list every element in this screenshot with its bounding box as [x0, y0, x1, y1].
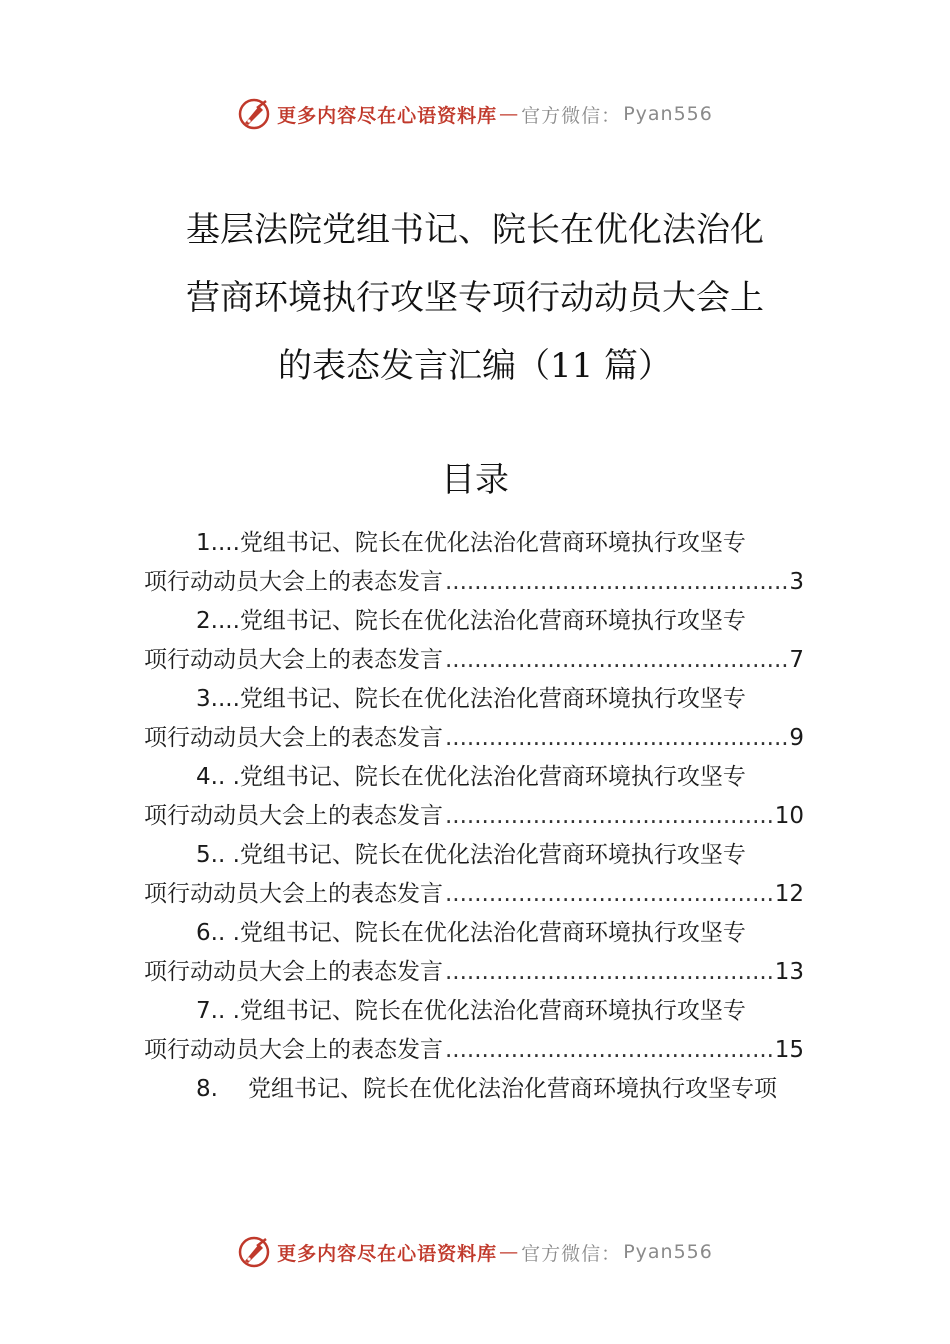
banner-dash: —	[499, 1241, 520, 1263]
title-line: 营商环境执行攻坚专项行动动员大会上	[186, 278, 764, 318]
toc-entry-title-line1: 5.. .党组书记、院长在优化法治化营商环境执行攻坚专	[196, 842, 746, 868]
toc-dot-leader	[445, 797, 773, 836]
toc-entry-title-line2: 项行动动员大会上的表态发言	[144, 959, 443, 985]
banner-wechat-account: Pyan556	[623, 1241, 713, 1263]
toc-entry[interactable]	[144, 602, 804, 680]
toc-dot-leader	[445, 1031, 773, 1070]
toc-entry-title-line2: 项行动动员大会上的表态发言	[144, 803, 443, 829]
document-title	[80, 196, 870, 400]
toc-dot-leader	[445, 641, 787, 680]
banner-brand-text: 更多内容尽在心语资料库	[277, 104, 498, 127]
toc-page-number: 15	[774, 1037, 804, 1063]
toc-entry-partial[interactable]	[144, 1070, 896, 1109]
toc-entry-title-line2: 项行动动员大会上的表态发言	[144, 1037, 443, 1063]
footer-banner	[0, 1232, 950, 1272]
toc-page-number: 9	[789, 725, 804, 751]
toc-entry-title-line1: 7.. .党组书记、院长在优化法治化营商环境执行攻坚专	[196, 998, 746, 1024]
toc-dot-leader	[445, 719, 787, 758]
toc-page-number: 3	[789, 569, 804, 595]
toc-entry-title-line1: 4.. .党组书记、院长在优化法治化营商环境执行攻坚专	[196, 764, 746, 790]
banner-wechat-label: 官方微信：	[521, 1242, 622, 1265]
toc-entry[interactable]	[144, 914, 804, 992]
toc-page-number: 7	[789, 647, 804, 673]
toc-entry[interactable]	[144, 836, 804, 914]
banner-wechat-account: Pyan556	[623, 103, 713, 125]
toc-entry-title-line2: 项行动动员大会上的表态发言	[144, 881, 443, 907]
banner-brand-text: 更多内容尽在心语资料库	[277, 1242, 498, 1265]
toc-entry-title-line1: 6.. .党组书记、院长在优化法治化营商环境执行攻坚专	[196, 920, 746, 946]
title-line: 的表态发言汇编（11 篇）	[277, 346, 673, 386]
toc-entry-title-line1: 3....党组书记、院长在优化法治化营商环境执行攻坚专	[196, 686, 746, 712]
toc-entry[interactable]	[144, 680, 804, 758]
toc-dot-leader	[445, 953, 773, 992]
table-of-contents	[144, 524, 804, 1109]
banner-dash: —	[499, 103, 520, 125]
toc-page-number: 13	[774, 959, 804, 985]
toc-entry-title-line1: 2....党组书记、院长在优化法治化营商环境执行攻坚专	[196, 608, 746, 634]
banner-wechat-label: 官方微信：	[521, 104, 622, 127]
toc-entry-title-line2: 项行动动员大会上的表态发言	[144, 647, 443, 673]
toc-entry[interactable]	[144, 524, 804, 602]
pen-nib-logo-icon	[237, 97, 271, 131]
toc-entry-title-line1: 1....党组书记、院长在优化法治化营商环境执行攻坚专	[196, 530, 746, 556]
toc-entry[interactable]	[144, 758, 804, 836]
toc-page-number: 10	[774, 803, 804, 829]
header-banner	[0, 94, 950, 134]
toc-entry-title-line1: 党组书记、院长在优化法治化营商环境执行攻坚专项	[248, 1076, 777, 1102]
toc-entry-title-line2: 项行动动员大会上的表态发言	[144, 725, 443, 751]
toc-entry[interactable]	[144, 992, 804, 1070]
toc-heading: 目录	[441, 460, 509, 500]
toc-page-number: 12	[774, 881, 804, 907]
toc-dot-leader	[445, 563, 787, 602]
toc-entry-number: 8.	[196, 1076, 218, 1102]
pen-nib-logo-icon	[237, 1235, 271, 1269]
toc-entry-title-line2: 项行动动员大会上的表态发言	[144, 569, 443, 595]
title-line: 基层法院党组书记、院长在优化法治化	[186, 210, 764, 250]
toc-dot-leader	[445, 875, 773, 914]
